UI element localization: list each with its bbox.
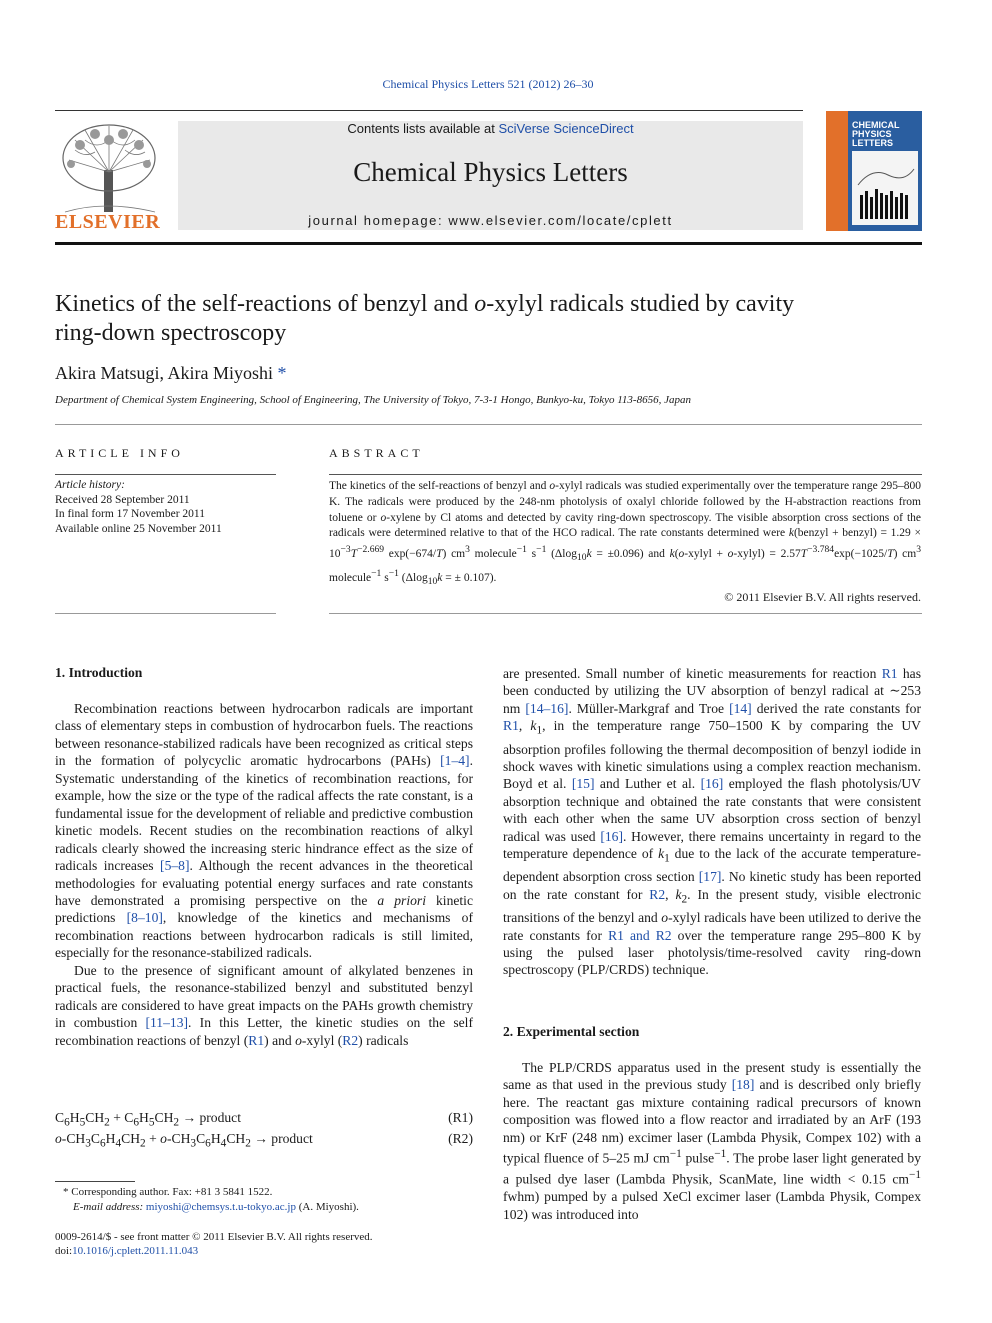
journal-citation[interactable] (0, 77, 976, 92)
abstract-rule (329, 474, 922, 475)
journal-name: Chemical Physics Letters (353, 157, 628, 187)
ref-link[interactable]: [16] (700, 776, 724, 792)
intro-body-right: are presented. Small number of kinetic measurements for reaction R1 has been conducted by utilizing the UV absorption of benzyl radical at ∼253 nm [14–16]. Müller-Markgraf and Troe [14] derived the rate constants for R1, $k_1$, in the temperature range 750–1500 K by comparing the UV absorption profiles following the thermal decomposition of benzyl iodide in shock waves with kinetic simulations using a complex reaction mechanism. Boyd et al. [15] and Luther et al. [16] employed the flash photolysis/UV absorption technique and obtained the rate constants that were consistent with each other when the same UV absorption cross section of benzyl radical was used [16]. However, there remains uncertainty in regard to the temperature dependence of $k_1$ due to the lack of the accurate temperature-dependent absorption cross section [17]. No kinetic study has been reported on the rate constant for R2, $k_2$. In the present study, visible electronic transitions of the benzyl and o-xylyl radicals have been utilized to derive the rate constants for R1 and R2 over the temperature range 295–800 K by using the pulsed laser photolysis/time-resolved cavity ring-down spectroscopy (PLP/CRDS) technique. (503, 666, 922, 978)
affiliation: Department of Chemical System Engineering, School of Engineering, The University of Tokyo, 7-3-1 Hongo, Bunkyo-ku, Tokyo 113-8656, Japan (55, 394, 691, 406)
copyright: © 2011 Elsevier B.V. All rights reserved. (724, 590, 921, 604)
reaction-link[interactable]: R2 (649, 886, 666, 902)
abstract-text: The kinetics of the self-reactions of benzyl and o-xylyl radicals was studied experimentally over the temperature range 295–800 K. The radicals were produced by the 248-nm photolysis of oxalyl chloride followed by the H-abstraction reactions from toluene or o-xylene by Cl atoms and detected by cavity ring-down spectroscopy. The visible absorption cross sections of the radicals were determined relative to that of the HCO radical. The rate constants determined were k(benzyl + benzyl) = $1.29 \times 10^{-3}T^{-2.669}$ exp(−674/T) $cm^3$ molecule$^{-1}$ $s^{-1}$ (Δlog$_{10}$k = ±0.096) and k(o-xylyl + o-xylyl) = $2.57T^{-3.784}\exp(-1025/T)$ $cm^3$ molecule$^{-1}$ $s^{-1}$ (Δlog$_{10}$k = ± 0.107). (329, 480, 921, 588)
corresponding-text: Corresponding author. Fax: +81 3 5841 1522. (71, 1186, 273, 1198)
reaction-r1: $C_6H_5CH_2 + C_6H_5CH_2$ → product (R1) (55, 1110, 473, 1129)
elsevier-wordmark: ELSEVIER (55, 211, 161, 233)
journal-banner (178, 121, 803, 230)
cover-strip (826, 111, 848, 231)
ref-link[interactable]: [15] (571, 776, 595, 792)
footnote (63, 1185, 359, 1215)
reaction-link[interactable]: R2 (342, 1032, 359, 1048)
abstract-bottom-rule (329, 613, 922, 614)
ref-link[interactable]: [16] (600, 828, 623, 844)
online-date: Available online 25 November 2011 (55, 522, 222, 535)
doi-link[interactable]: 10.1016/j.cplett.2011.11.043 (72, 1245, 199, 1257)
email-note (63, 1200, 359, 1215)
reaction-link[interactable]: R1 (248, 1032, 265, 1048)
history-label: Article history: (55, 479, 125, 491)
reaction-link[interactable]: R1 and R2 (608, 927, 672, 943)
ref-link[interactable]: [5–8] (160, 858, 190, 874)
title-part: ring-down spectroscopy (55, 320, 287, 346)
reaction-label: (R2) (448, 1131, 473, 1146)
reaction-link[interactable]: R1 (881, 666, 898, 681)
doi-line (55, 1244, 373, 1258)
article-history (55, 478, 222, 536)
footnote-rule (55, 1181, 135, 1182)
corresponding-author-mark[interactable]: * (277, 363, 287, 383)
title-part: -xylyl radicals studied by cavity (486, 291, 795, 317)
intro-body-left: Recombination reactions between hydrocarbon radicals are important class of elementary steps in combustion of hydrocarbon fuels. The reactions between resonance-stabilized radicals have been recognized as critical steps in the formation of polycyclic aromatic hydrocarbons (PAHs) [1–4]. Systematic understanding of the kinetics of recombination reactions, for example, how the size or the type of the radical affects the rate constant, is a fundamental issue for the development of reliable and predictive combustion kinetic models. Recent studies on the recombination reactions of alkyl radicals clearly showed the increasing steric hindrance effect as the size of radicals increases [5–8]. Although the recent advances in the theoretical methodologies for evaluating potential energy surfaces and rate constants have demonstrated a promising perspective on the a priori kinetic predictions [8–10], knowledge of the kinetics and mechanisms of recombination reactions between hydrocarbon radicals is still limited, especially for the resonance-stabilized radicals. Due to the presence of significant amount of alkylated benzenes in practical fuels, the resonance-stabilized benzyl and substituted benzyl radicals are considered to have great impacts on the PAHs growth chemistry in combustion [11–13]. In this Letter, the kinetic studies on the self recombination reactions of benzyl (R1) and o-xylyl (R2) radicals (55, 701, 473, 1048)
contents-line (178, 121, 803, 136)
cover-spectrum-icon (852, 151, 918, 225)
authors: Akira Matsugi, Akira Miyoshi (55, 363, 273, 383)
article-info-rule (55, 474, 276, 475)
corresponding-note: * Corresponding author. Fax: +81 3 5841 1522. (63, 1186, 273, 1198)
ref-link[interactable]: [14–16] (525, 700, 569, 716)
ref-link[interactable]: [8–10] (126, 910, 163, 926)
article-info-bottom-rule (55, 613, 276, 614)
final-form-date: In final form 17 November 2011 (55, 508, 205, 521)
section-rule (55, 424, 922, 425)
intro-heading: 1. Introduction (55, 665, 143, 680)
header-rule (55, 110, 803, 111)
title-part: Kinetics of the self-reactions of benzyl and (55, 291, 475, 317)
abstract-heading: ABSTRACT (329, 446, 424, 460)
ref-link[interactable]: [14] (729, 700, 752, 716)
citation-link[interactable]: Chemical Physics Letters 521 (2012) 26–30 (382, 77, 594, 91)
ref-link[interactable]: [1–4] (440, 753, 470, 769)
author-list (55, 363, 287, 384)
cover-title-line: CHEMICAL (852, 120, 900, 130)
received-date: Received 28 September 2011 (55, 493, 190, 506)
ref-link[interactable]: [18] (731, 1077, 755, 1093)
issn-line: 0009-2614/$ - see front matter © 2011 Elsevier B.V. All rights reserved. (55, 1231, 373, 1243)
cover-image (852, 151, 918, 225)
title-italic-o: o (474, 291, 487, 317)
reaction-r2: $o-CH_3C_6H_4CH_2 + o-CH_3C_6H_4CH_2$ → product (R2) (55, 1131, 473, 1150)
reaction-label: (R1) (448, 1110, 473, 1125)
sciencedirect-link[interactable]: SciVerse ScienceDirect (498, 121, 634, 136)
front-matter (55, 1230, 373, 1258)
journal-cover[interactable] (826, 111, 922, 231)
email-owner: (A. Miyoshi). (298, 1201, 359, 1213)
reaction-link[interactable]: R1 (503, 718, 519, 734)
experimental-heading: 2. Experimental section (503, 1024, 640, 1039)
ref-link[interactable]: [17] (698, 869, 722, 885)
elsevier-logo[interactable] (55, 120, 165, 232)
email-link[interactable]: miyoshi@chemsys.t.u-tokyo.ac.jp (145, 1201, 296, 1213)
journal-homepage[interactable]: journal homepage: www.elsevier.com/locate/cplett (308, 213, 673, 228)
contents-prefix: Contents lists available at (347, 121, 499, 136)
experimental-body: The PLP/CRDS apparatus used in the present study is essentially the same as that used in the previous study [18] and is described only briefly here. The reactant gas mixture containing radical precursors of known composition was flowed into a flow reactor and irradiated by an ArF (193 nm) or KrF (248 nm) excimer laser (Lambda Physik, Compex 102) with a typical fluence of 5–25 mJ $cm^{-1}$ pulse$^{-1}$. The probe laser light generated by a pulsed dye laser (Lambda Physik, ScanMate, line width < 0.15 $cm^{-1}$ fwhm) pumped by a pulsed XeCl excimer laser (Lambda Physik, Compex 102) was introduced into (503, 1060, 922, 1222)
article-info-heading: ARTICLE INFO (55, 446, 184, 460)
cover-title-line: LETTERS (852, 138, 894, 148)
header-thick-rule (55, 242, 922, 245)
doi-label: doi: (55, 1245, 73, 1257)
email-label: E-mail address: (73, 1201, 144, 1213)
article-title (55, 290, 915, 348)
cover-title (852, 121, 900, 148)
ref-link[interactable]: [11–13] (145, 1015, 189, 1031)
cover-title-line: PHYSICS (852, 129, 892, 139)
